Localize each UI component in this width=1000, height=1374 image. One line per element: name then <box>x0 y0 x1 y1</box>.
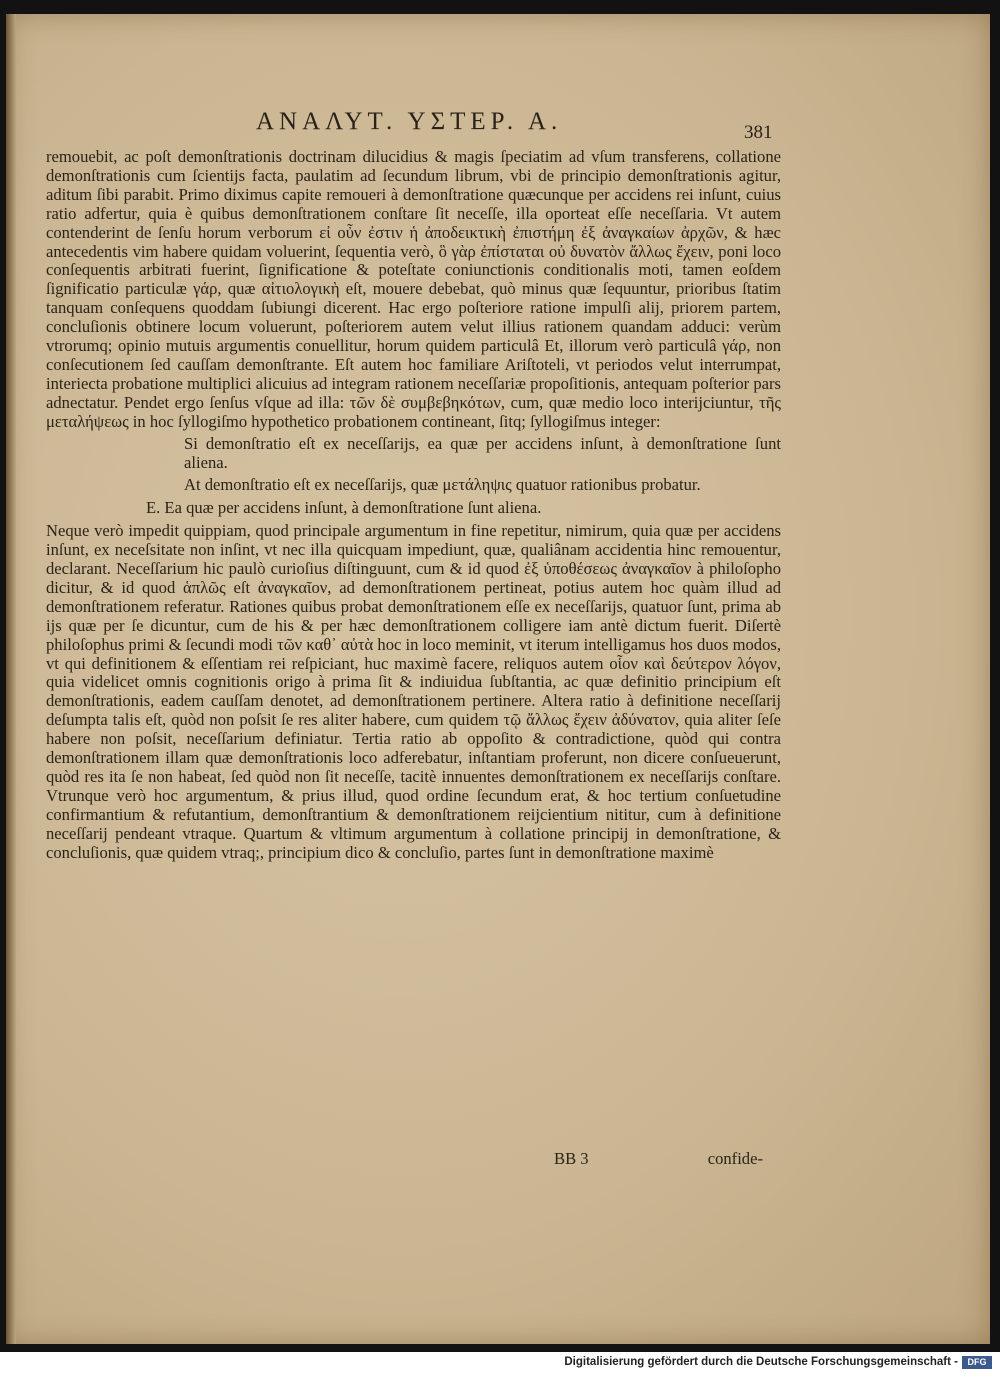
running-head: ΑΝΑΛΥΤ. ΥΣΤΕΡ. Α. <box>256 108 563 135</box>
page-number: 381 <box>744 122 773 143</box>
syllogism-block <box>46 435 781 519</box>
funding-bar <box>0 1352 1000 1374</box>
syllogism-major: Si demonſtratio eſt ex neceſſarijs, ea quæ per accidens inſunt, à demonſtratione ſunt aliena. <box>184 433 781 472</box>
catchword: confide- <box>707 1149 763 1168</box>
dfg-logo-icon: DFG <box>962 1356 992 1369</box>
paragraph-2: Neque verò impedit quippiam, quod principale argumentum in fine repetitur, nimirum, quia quæ per accidens inſunt, ex neceſsitate non inſint, vt nec illa quicquam impediunt, quæ, qualiânam accidentia hinc remouentur, declarant. Neceſſarium hic paulò curioſius diſtinguunt, cum & id quod ἐξ ὑποθέσεως ἀναγκαῖον à philoſopho dicitur, & id quod ἁπλῶς eſt ἀναγκαῖον, ad demonſtrationem pertineat, potius autem hoc quàm illud ad demonſtrationem referatur. Rationes quibus probat demonſtrationem eſſe ex neceſſarijs, quatuor ſunt, prima ab ijs quæ per ſe dicuntur, cum de his & per hæc demonſtrationem colligere iam antè dictum fuerit. Diſertè philoſophus primi & ſecundi modi τῶν καθ᾽ αὐτὰ hoc in loco meminit, vt iterum intelligamus hos duos modos, vt qui definitionem & eſſentiam rei reſpiciant, huc maximè facere, reliquos autem οἷον καὶ δεύτερον λόγον, quia videlicet omnis cognitionis origo à prima ſit & indiuidua ſubſtantia, ac quæ definitio principium eſt demonſtrationis, eadem cauſſam denotet, ad demonſtrationem pertinere. Altera ratio à definitione neceſſarij deſumpta talis eſt, quòd non poſsit ſe res aliter habere, cum quidem τῷ ἄλλως ἔχειν ἀδύνατον, quia aliter ſeſe habere non poſsit, neceſſarium definiatur. Tertia ratio ab oppoſito & contradictione, quòd qui contra demonſtrationem illam quæ demonſtrationis loco adferebatur, inſtantiam proferunt, non dicere conſueuerunt, quòd res ita ſe non habeat, ſed quòd non ſit neceſſe, tacitè innuentes demonſtrationem ex neceſſarijs conſtare. Vtrunque verò hoc argumentum, & prius illud, quod ordine ſecundum erat, & hoc tertium conſuetudine confirmantium & refutantium, demonſtrantium & demonſtrationem reijcientium nititur, cum à definitione neceſſarij pendeant vtraque. Quartum & vltimum argumentum à collatione principij in demonſtratione, & concluſionis, quæ quidem vtraq;, principium dico & concluſio, partes ſunt in demonſtratione maximè <box>46 521 781 862</box>
syllogism-minor: At demonſtratio eſt ex neceſſarijs, quæ μετάληψις quatuor rationibus probatur. <box>184 475 701 495</box>
book-page <box>6 14 990 1344</box>
paragraph-1: remouebit, ac poſt demonſtrationis doctrinam dilucidius & magis ſpeciatim ad vſum transferens, collatione demonſtrationis cum ſcientijs facta, paulatim ad ſecundum librum, vbi de principio demonſtrationis agitur, aditum ſibi parabit. Primo diximus capite remoueri à demonſtratione quæcunque per accidens rei inſunt, cuius ratio adfertur, quia è quibus demonſtrationem conſtare ſit neceſſe, illa oporteat eſſe neceſſaria. Vt autem contenderint de ſenſu horum verborum εἰ οὖν ἐστιν ἡ ἀποδεικτικὴ ἐπιστήμη ἐξ ἀναγκαίων ἀρχῶν, & hæc antecedentis vim habere quidam voluerint, ſequentia verò, ὃ γὰρ ἐπίσταται οὐ δυνατὸν ἄλλως ἔχειν, poni loco conſequentis arbitrati fuerint, ſignificatione & poteſtate coniunctionis conditionalis moti, tamen eoſdem ſignificatio particulæ γάρ, quæ αἰτιολογικὴ eſt, mouere debebat, quò minus quæ ſequuntur, prioribus ſtatim tanquam conſequens quoddam ſubiungi dicerent. Hac ergo poſteriore ratione impulſi alij, priorem partem, concluſionis obtinere locum voluerunt, poſteriorem autem velut illius rationem quandam adduci: verùm vtrorumq; opinio mutuis argumentis conuellitur, horum quidem particulâ Et, illorum verò particulâ γάρ, non conſecutionem ſed cauſſam demonſtrante. Eſt autem hoc familiare Ariſtoteli, vt periodos velut interrumpat, interiecta probatione multiplici alicuius ad integram rationem neceſſariæ propoſitionis, antequam poſterior pars adnectatur. Pendet ergo ſenſus vſque ad illa: τῶν δὲ συμβεβηκότων, cum, quæ medio loco interijciuntur, τῆς μεταλήψεως in hoc ſyllogiſmo hypothetico probationem contineant, ſitq; ſyllogiſmus integer: <box>46 147 781 431</box>
body-text <box>46 148 781 863</box>
syllogism-conclusion: E. Ea quæ per accidens inſunt, à demonſtratione ſunt aliena. <box>146 498 542 518</box>
signature-mark: BB 3 <box>554 1149 589 1168</box>
funding-notice: Digitalisierung gefördert durch die Deutsche Forschungsgemeinschaft - <box>564 1356 958 1368</box>
page-spine-shadow <box>6 14 16 1344</box>
